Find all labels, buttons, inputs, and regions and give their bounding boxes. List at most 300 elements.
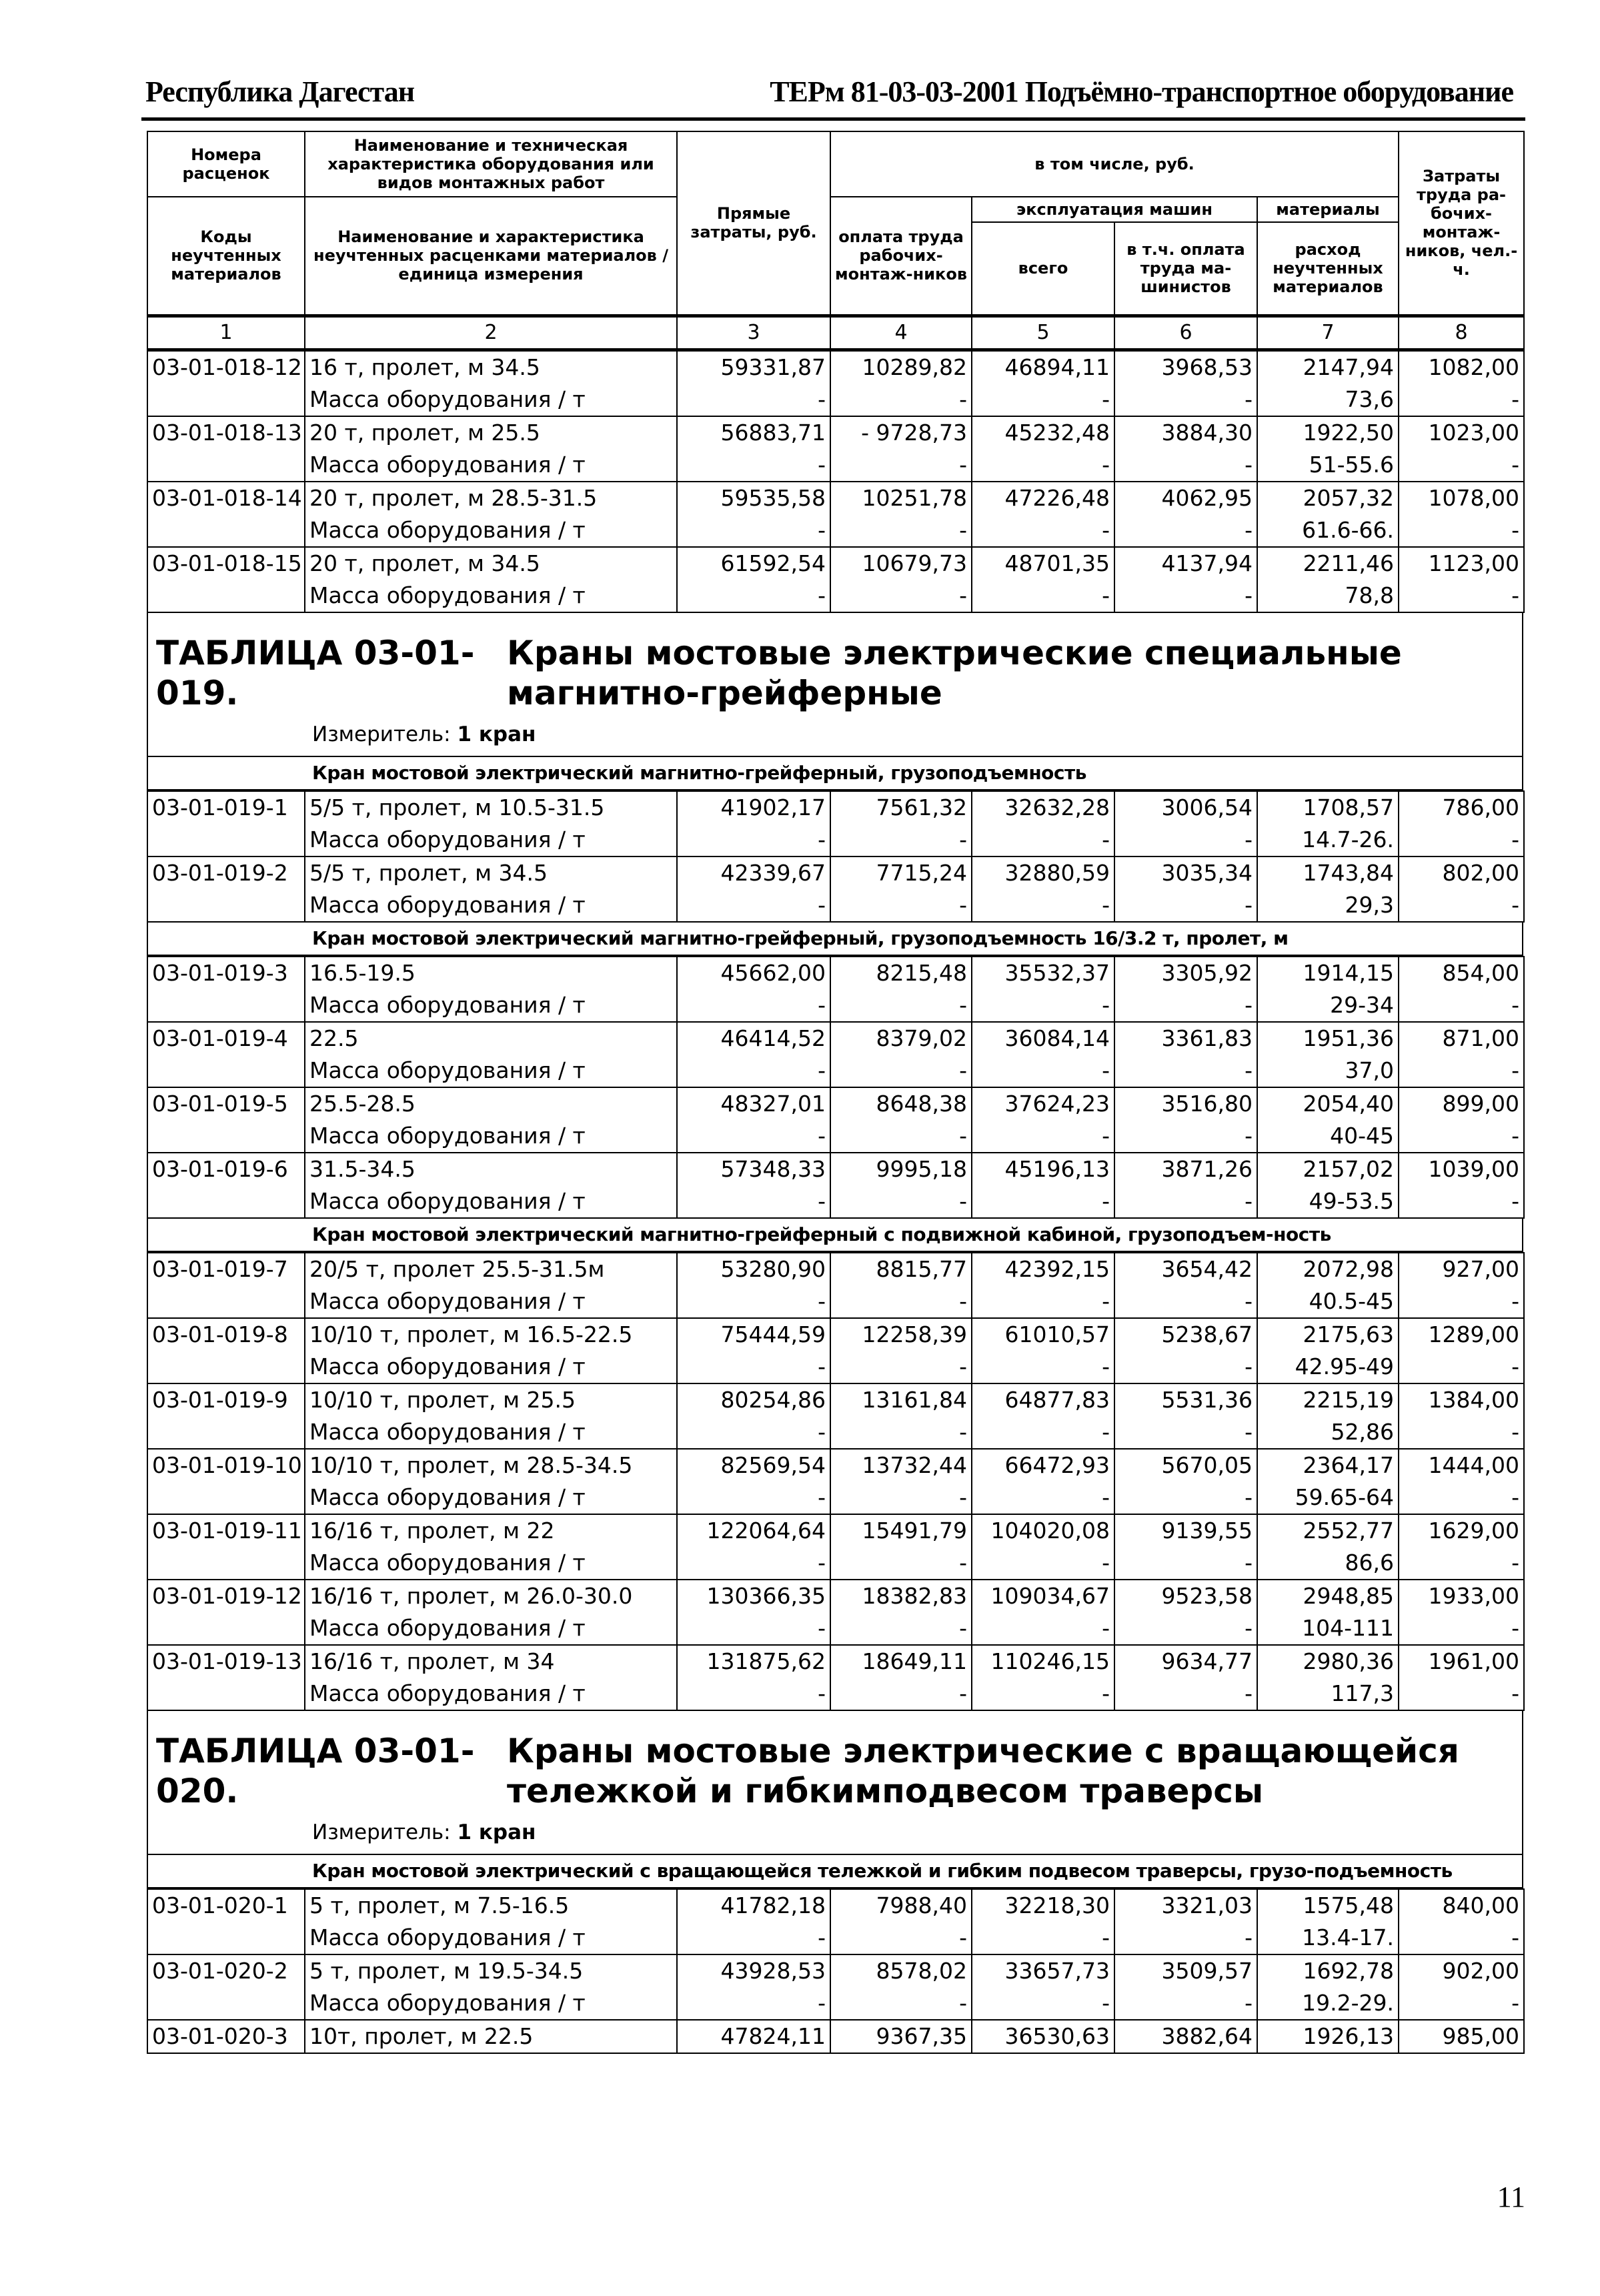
- direct-cost-value: 82569,54: [720, 1452, 826, 1478]
- machinist-wages-value: 9523,58: [1161, 1582, 1253, 1609]
- machinist-wages-cell: [1114, 482, 1257, 547]
- materials-mass-value: 104-111: [1302, 1614, 1394, 1641]
- wages-mass-value: -: [959, 1484, 967, 1510]
- work-name-value: 5/5 т, пролет, м 10.5-31.5: [309, 794, 605, 820]
- labor-hours-value: 1444,00: [1428, 1452, 1519, 1478]
- machinist-wages-mass-value: -: [1245, 991, 1253, 1018]
- labor-hours-value: 927,00: [1442, 1255, 1519, 1282]
- wages-cell: [830, 1514, 972, 1580]
- machinist-wages-mass-value: -: [1245, 1287, 1253, 1314]
- col-wages-header: оплата труда рабочих-монтаж-ников: [830, 197, 972, 316]
- labor-hours-mass-value: -: [1511, 582, 1520, 608]
- machinist-wages-mass-value: -: [1245, 891, 1253, 918]
- rate-code-cell: [147, 1514, 305, 1580]
- col-material-use-header: расход неучтенных материалов: [1257, 222, 1399, 316]
- machines-total-mass-value: -: [1102, 451, 1110, 478]
- rate-code-cell: [147, 1645, 305, 1710]
- labor-hours-value: 840,00: [1442, 1892, 1519, 1918]
- work-name-cell: [305, 2020, 677, 2053]
- wages-value: 13161,84: [862, 1386, 967, 1413]
- price-table-header: [147, 131, 1525, 613]
- machinist-wages-cell: [1114, 547, 1257, 612]
- machinist-wages-value: 3882,64: [1161, 2023, 1253, 2049]
- machinist-wages-mass-value: -: [1245, 1924, 1253, 1950]
- direct-cost-value: 42339,67: [720, 859, 826, 886]
- materials-mass-value: 37,0: [1345, 1057, 1394, 1083]
- work-name-cell: [305, 1087, 677, 1153]
- machinist-wages-cell: [1114, 1318, 1257, 1383]
- materials-cell: [1257, 2020, 1399, 2053]
- direct-cost-cell: [677, 416, 830, 482]
- work-name-cell: [305, 482, 677, 547]
- direct-cost-mass-value: -: [818, 891, 826, 918]
- direct-cost-mass-value: -: [818, 1680, 826, 1706]
- machines-total-cell: [972, 350, 1114, 416]
- materials-cell: [1257, 791, 1399, 856]
- machines-total-cell: [972, 2020, 1114, 2053]
- machinist-wages-mass-value: -: [1245, 1057, 1253, 1083]
- machinist-wages-value: 5238,67: [1161, 1321, 1253, 1347]
- wages-mass-value: -: [959, 1122, 967, 1149]
- work-name-cell: [305, 1449, 677, 1514]
- machines-total-mass-value: -: [1102, 1680, 1110, 1706]
- table-020-rows-1: [147, 1888, 1525, 2054]
- wages-cell: [830, 856, 972, 922]
- labor-hours-value: 1078,00: [1428, 484, 1520, 511]
- col-machines-total-header: всего: [972, 222, 1114, 316]
- rate-code-cell: [147, 1954, 305, 2020]
- direct-cost-cell: [677, 1022, 830, 1087]
- work-name-value: 5 т, пролет, м 7.5-16.5: [309, 1892, 570, 1918]
- labor-hours-cell: [1399, 1087, 1524, 1153]
- labor-hours-cell: [1399, 1645, 1524, 1710]
- rate-code-cell: [147, 1318, 305, 1383]
- machinist-wages-value: 3884,30: [1161, 419, 1253, 446]
- labor-hours-mass-value: -: [1511, 826, 1519, 852]
- machinist-wages-cell: [1114, 2020, 1257, 2053]
- rate-code-value: 03-01-018-14: [152, 484, 302, 511]
- labor-hours-cell: [1399, 856, 1524, 922]
- rate-code-value: 03-01-019-2: [152, 859, 288, 886]
- materials-cell: [1257, 1318, 1399, 1383]
- table-019-title: ТАБЛИЦА 03-01-019.Краны мостовые электрические специальные магнитно-грейферные: [156, 633, 1402, 712]
- machinist-wages-value: 3516,80: [1161, 1090, 1253, 1117]
- direct-cost-value: 53280,90: [720, 1255, 826, 1282]
- machines-total-value: 33657,73: [1004, 1957, 1110, 1984]
- wages-cell: [830, 416, 972, 482]
- direct-cost-value: 80254,86: [720, 1386, 826, 1413]
- labor-hours-mass-value: -: [1511, 1057, 1519, 1083]
- work-name-value: 10/10 т, пролет, м 28.5-34.5: [309, 1452, 633, 1478]
- materials-mass-value: 59.65-64: [1295, 1484, 1394, 1510]
- machines-total-mass-value: -: [1102, 1122, 1110, 1149]
- table-row: [147, 1645, 1524, 1710]
- machines-total-cell: [972, 1087, 1114, 1153]
- machines-total-value: 32880,59: [1004, 859, 1110, 886]
- table-019-rows-1: [147, 790, 1525, 923]
- wages-cell: [830, 1889, 972, 1954]
- machinist-wages-mass-value: -: [1245, 1680, 1253, 1706]
- wages-cell: [830, 1087, 972, 1153]
- machinist-wages-value: 3871,26: [1161, 1155, 1253, 1182]
- wages-value: 12258,39: [862, 1321, 967, 1347]
- machinist-wages-mass-value: -: [1245, 826, 1253, 852]
- materials-cell: [1257, 1383, 1399, 1449]
- machines-total-mass-value: -: [1102, 1924, 1110, 1950]
- materials-value: 1743,84: [1303, 859, 1394, 886]
- labor-hours-mass-value: -: [1511, 1484, 1519, 1510]
- wages-value: 10251,78: [862, 484, 967, 511]
- machines-total-mass-value: -: [1102, 1989, 1110, 2016]
- machines-total-mass-value: -: [1102, 1057, 1110, 1083]
- materials-value: 2054,40: [1303, 1090, 1394, 1117]
- labor-hours-cell: [1399, 482, 1524, 547]
- labor-hours-cell: [1399, 1889, 1524, 1954]
- direct-cost-value: 45662,00: [720, 959, 826, 986]
- machines-total-cell: [972, 1580, 1114, 1645]
- materials-mass-value: 61.6-66.: [1302, 516, 1395, 543]
- machinist-wages-cell: [1114, 1889, 1257, 1954]
- table-row: [147, 856, 1524, 922]
- work-name-value: 16 т, пролет, м 34.5: [309, 354, 540, 380]
- work-name-mass-value: Масса оборудования / т: [309, 1924, 586, 1950]
- column-number-row: 1 2 3 4 5 6 7 8: [147, 316, 1524, 350]
- machines-total-cell: [972, 856, 1114, 922]
- machinist-wages-mass-value: -: [1245, 451, 1253, 478]
- machines-total-cell: [972, 1954, 1114, 2020]
- materials-mass-value: 14.7-26.: [1302, 826, 1394, 852]
- wages-value: 8648,38: [876, 1090, 967, 1117]
- machines-total-mass-value: -: [1102, 1549, 1110, 1576]
- machinist-wages-cell: [1114, 856, 1257, 922]
- machines-total-mass-value: -: [1102, 1484, 1110, 1510]
- machines-total-value: 42392,15: [1004, 1255, 1110, 1282]
- materials-value: 2552,77: [1303, 1517, 1394, 1544]
- rate-code-value: 03-01-018-12: [152, 354, 302, 380]
- materials-mass-value: 86,6: [1345, 1549, 1394, 1576]
- machinist-wages-value: 3035,34: [1161, 859, 1253, 886]
- labor-hours-cell: [1399, 547, 1524, 612]
- machines-total-value: 64877,83: [1004, 1386, 1110, 1413]
- machinist-wages-cell: [1114, 1580, 1257, 1645]
- direct-cost-mass-value: -: [818, 516, 826, 543]
- wages-value: 10679,73: [862, 550, 967, 576]
- labor-hours-cell: [1399, 1153, 1524, 1218]
- labor-hours-mass-value: -: [1511, 1989, 1519, 2016]
- materials-value: 2157,02: [1303, 1155, 1394, 1182]
- table-row: [147, 1889, 1524, 1954]
- table-020-measure: Измеритель: 1 кран: [312, 1820, 536, 1844]
- labor-hours-mass-value: -: [1511, 1122, 1519, 1149]
- machines-total-mass-value: -: [1102, 1353, 1110, 1379]
- work-name-cell: [305, 350, 677, 416]
- machinist-wages-cell: [1114, 1449, 1257, 1514]
- direct-cost-value: 75444,59: [720, 1321, 826, 1347]
- rate-code-value: 03-01-019-11: [152, 1517, 302, 1544]
- wages-mass-value: -: [959, 826, 967, 852]
- machinist-wages-value: 3321,03: [1161, 1892, 1253, 1918]
- machines-total-value: 45196,13: [1004, 1155, 1110, 1182]
- machines-total-mass-value: -: [1102, 826, 1110, 852]
- labor-hours-value: 1933,00: [1428, 1582, 1519, 1609]
- work-name-value: 10т, пролет, м 22.5: [309, 2023, 534, 2049]
- machinist-wages-value: 3968,53: [1161, 354, 1253, 380]
- machinist-wages-mass-value: -: [1245, 1353, 1253, 1379]
- col-direct-header: Прямые затраты, руб.: [677, 131, 830, 316]
- labor-hours-value: 854,00: [1442, 959, 1519, 986]
- header-document-code: ТЕРм 81-03-03-2001 Подъёмно-транспортное оборудование: [770, 75, 1513, 108]
- direct-cost-mass-value: -: [818, 1549, 826, 1576]
- machines-total-mass-value: -: [1102, 1287, 1110, 1314]
- materials-value: 2364,17: [1303, 1452, 1394, 1478]
- direct-cost-cell: [677, 1514, 830, 1580]
- machines-total-cell: [972, 482, 1114, 547]
- machinist-wages-mass-value: -: [1245, 1187, 1253, 1214]
- labor-hours-cell: [1399, 1954, 1524, 2020]
- machinist-wages-mass-value: -: [1245, 582, 1253, 608]
- direct-cost-cell: [677, 350, 830, 416]
- labor-hours-mass-value: -: [1511, 386, 1520, 412]
- work-name-value: 16/16 т, пролет, м 34: [309, 1648, 555, 1674]
- rate-code-cell: [147, 1449, 305, 1514]
- work-name-cell: [305, 1514, 677, 1580]
- rate-code-value: 03-01-020-3: [152, 2023, 288, 2049]
- rate-code-cell: [147, 856, 305, 922]
- direct-cost-cell: [677, 791, 830, 856]
- direct-cost-value: 48327,01: [720, 1090, 826, 1117]
- machines-total-value: 32218,30: [1004, 1892, 1110, 1918]
- machinist-wages-value: 9634,77: [1161, 1648, 1253, 1674]
- labor-hours-mass-value: -: [1511, 1418, 1519, 1445]
- rate-code-value: 03-01-019-5: [152, 1090, 288, 1117]
- work-name-value: 20 т, пролет, м 28.5-31.5: [309, 484, 598, 511]
- materials-mass-value: 73,6: [1345, 386, 1395, 412]
- table-row: [147, 1253, 1524, 1318]
- machines-total-cell: [972, 1253, 1114, 1318]
- labor-hours-value: 1289,00: [1428, 1321, 1519, 1347]
- work-name-value: 22.5: [309, 1025, 359, 1051]
- work-name-cell: [305, 1318, 677, 1383]
- table-row: [147, 416, 1524, 482]
- work-name-mass-value: Масса оборудования / т: [309, 1122, 586, 1149]
- work-name-mass-value: Масса оборудования / т: [309, 1287, 586, 1314]
- materials-mass-value: 52,86: [1331, 1418, 1394, 1445]
- wages-mass-value: -: [959, 1353, 967, 1379]
- wages-value: 7988,40: [876, 1892, 967, 1918]
- machinist-wages-cell: [1114, 350, 1257, 416]
- labor-hours-mass-value: -: [1511, 1353, 1519, 1379]
- table-020-title: ТАБЛИЦА 03-01-020.Краны мостовые электрические с вращающейся тележкой и гибкимподвесом траверсы: [156, 1731, 1459, 1810]
- work-name-value: 25.5-28.5: [309, 1090, 416, 1117]
- labor-hours-value: 902,00: [1442, 1957, 1519, 1984]
- materials-mass-value: 29,3: [1345, 891, 1394, 918]
- work-name-mass-value: Масса оборудования / т: [309, 891, 586, 918]
- machines-total-value: 109034,67: [990, 1582, 1110, 1609]
- materials-cell: [1257, 1087, 1399, 1153]
- machinist-wages-cell: [1114, 957, 1257, 1022]
- direct-cost-cell: [677, 1889, 830, 1954]
- rate-code-value: 03-01-018-13: [152, 419, 302, 446]
- rate-code-value: 03-01-019-7: [152, 1255, 288, 1282]
- machines-total-cell: [972, 1318, 1114, 1383]
- table-020-section: [147, 1711, 1523, 1855]
- wages-value: - 9728,73: [861, 419, 967, 446]
- labor-hours-cell: [1399, 1580, 1524, 1645]
- materials-mass-value: 13.4-17.: [1302, 1924, 1394, 1950]
- wages-cell: [830, 1022, 972, 1087]
- direct-cost-cell: [677, 1954, 830, 2020]
- wages-value: 18649,11: [862, 1648, 967, 1674]
- rate-code-cell: [147, 1383, 305, 1449]
- wages-mass-value: -: [959, 1549, 967, 1576]
- materials-mass-value: 117,3: [1331, 1680, 1394, 1706]
- labor-hours-value: 1629,00: [1428, 1517, 1519, 1544]
- table-row: [147, 1954, 1524, 2020]
- wages-cell: [830, 791, 972, 856]
- work-name-value: 10/10 т, пролет, м 25.5: [309, 1386, 576, 1413]
- work-name-mass-value: Масса оборудования / т: [309, 582, 586, 608]
- labor-hours-cell: [1399, 791, 1524, 856]
- labor-hours-cell: [1399, 957, 1524, 1022]
- machinist-wages-cell: [1114, 1087, 1257, 1153]
- machinist-wages-value: 4137,94: [1161, 550, 1253, 576]
- direct-cost-cell: [677, 547, 830, 612]
- machinist-wages-value: 3509,57: [1161, 1957, 1253, 1984]
- direct-cost-value: 130366,35: [706, 1582, 826, 1609]
- col-material-name-header: Наименование и характеристика неучтенных расценками материалов / единица измерения: [305, 197, 677, 316]
- machinist-wages-cell: [1114, 1253, 1257, 1318]
- rate-code-cell: [147, 1022, 305, 1087]
- machinist-wages-mass-value: -: [1245, 1484, 1253, 1510]
- labor-hours-cell: [1399, 2020, 1524, 2053]
- machines-total-value: 104020,08: [990, 1517, 1110, 1544]
- work-name-cell: [305, 1383, 677, 1449]
- labor-hours-cell: [1399, 1022, 1524, 1087]
- materials-mass-value: 40.5-45: [1309, 1287, 1394, 1314]
- direct-cost-mass-value: -: [818, 1989, 826, 2016]
- wages-cell: [830, 1645, 972, 1710]
- rate-code-value: 03-01-019-8: [152, 1321, 288, 1347]
- direct-cost-cell: [677, 2020, 830, 2053]
- labor-hours-mass-value: -: [1511, 891, 1519, 918]
- labor-hours-cell: [1399, 1318, 1524, 1383]
- machines-total-mass-value: -: [1102, 1418, 1110, 1445]
- materials-cell: [1257, 957, 1399, 1022]
- materials-mass-value: 40-45: [1330, 1122, 1394, 1149]
- materials-value: 2072,98: [1303, 1255, 1394, 1282]
- work-name-cell: [305, 1645, 677, 1710]
- wages-mass-value: -: [959, 582, 967, 608]
- machinist-wages-value: 5531,36: [1161, 1386, 1253, 1413]
- wages-mass-value: -: [959, 1614, 967, 1641]
- materials-cell: [1257, 1253, 1399, 1318]
- table-019-subheading-1: Кран мостовой электрический магнитно-грейферный, грузоподъемность: [147, 757, 1523, 790]
- labor-hours-cell: [1399, 1514, 1524, 1580]
- work-name-mass-value: Масса оборудования / т: [309, 1057, 586, 1083]
- labor-hours-mass-value: -: [1511, 516, 1520, 543]
- machinist-wages-value: 3006,54: [1161, 794, 1253, 820]
- wages-value: 9367,35: [876, 2023, 967, 2049]
- materials-cell: [1257, 1022, 1399, 1087]
- machinist-wages-cell: [1114, 416, 1257, 482]
- wages-cell: [830, 1383, 972, 1449]
- wages-mass-value: -: [959, 991, 967, 1018]
- machinist-wages-cell: [1114, 1153, 1257, 1218]
- labor-hours-value: 1384,00: [1428, 1386, 1519, 1413]
- wages-mass-value: -: [959, 1924, 967, 1950]
- labor-hours-mass-value: -: [1511, 1549, 1519, 1576]
- labor-hours-value: 899,00: [1442, 1090, 1519, 1117]
- direct-cost-mass-value: -: [818, 386, 826, 412]
- direct-cost-mass-value: -: [818, 582, 826, 608]
- table-row: [147, 1514, 1524, 1580]
- direct-cost-cell: [677, 1449, 830, 1514]
- wages-cell: [830, 1449, 972, 1514]
- table-row: [147, 1087, 1524, 1153]
- wages-mass-value: -: [959, 386, 967, 412]
- labor-hours-value: 1123,00: [1428, 550, 1520, 576]
- table-row: [147, 1153, 1524, 1218]
- direct-cost-mass-value: -: [818, 1418, 826, 1445]
- wages-value: 18382,83: [862, 1582, 967, 1609]
- materials-value: 2057,32: [1303, 484, 1395, 511]
- direct-cost-mass-value: -: [818, 1614, 826, 1641]
- labor-hours-cell: [1399, 1383, 1524, 1449]
- machinist-wages-value: 3654,42: [1161, 1255, 1253, 1282]
- work-name-cell: [305, 1022, 677, 1087]
- materials-value: 2215,19: [1303, 1386, 1394, 1413]
- work-name-cell: [305, 1253, 677, 1318]
- machines-total-value: 45232,48: [1004, 419, 1110, 446]
- wages-value: 8815,77: [876, 1255, 967, 1282]
- wages-cell: [830, 1318, 972, 1383]
- direct-cost-value: 47824,11: [720, 2023, 826, 2049]
- direct-cost-value: 59535,58: [720, 484, 826, 511]
- direct-cost-cell: [677, 1645, 830, 1710]
- wages-mass-value: -: [959, 1057, 967, 1083]
- machinist-wages-cell: [1114, 1022, 1257, 1087]
- header-rule: [141, 117, 1525, 121]
- work-name-mass-value: Масса оборудования / т: [309, 451, 586, 478]
- table-row: [147, 1022, 1524, 1087]
- machinist-wages-value: 5670,05: [1161, 1452, 1253, 1478]
- machinist-wages-value: 9139,55: [1161, 1517, 1253, 1544]
- wages-cell: [830, 957, 972, 1022]
- direct-cost-mass-value: -: [818, 1924, 826, 1950]
- labor-hours-cell: [1399, 1449, 1524, 1514]
- machinist-wages-cell: [1114, 791, 1257, 856]
- direct-cost-value: 46414,52: [720, 1025, 826, 1051]
- labor-hours-value: 1082,00: [1428, 354, 1520, 380]
- labor-hours-cell: [1399, 1253, 1524, 1318]
- wages-value: 8215,48: [876, 959, 967, 986]
- col-labor-header: Затраты труда ра-бочих-монтаж-ников, чел.-ч.: [1399, 131, 1524, 316]
- machinist-wages-value: 3305,92: [1161, 959, 1253, 986]
- materials-cell: [1257, 1645, 1399, 1710]
- materials-cell: [1257, 1449, 1399, 1514]
- labor-hours-mass-value: -: [1511, 1924, 1519, 1950]
- rate-code-cell: [147, 1153, 305, 1218]
- table-019-rows-3: [147, 1252, 1525, 1711]
- machines-total-mass-value: -: [1102, 891, 1110, 918]
- wages-value: 8578,02: [876, 1957, 967, 1984]
- work-name-value: 5 т, пролет, м 19.5-34.5: [309, 1957, 584, 1984]
- work-name-cell: [305, 1153, 677, 1218]
- rate-code-cell: [147, 2020, 305, 2053]
- direct-cost-cell: [677, 1153, 830, 1218]
- materials-value: 1926,13: [1303, 2023, 1394, 2049]
- page-number: 11: [1497, 2181, 1525, 2213]
